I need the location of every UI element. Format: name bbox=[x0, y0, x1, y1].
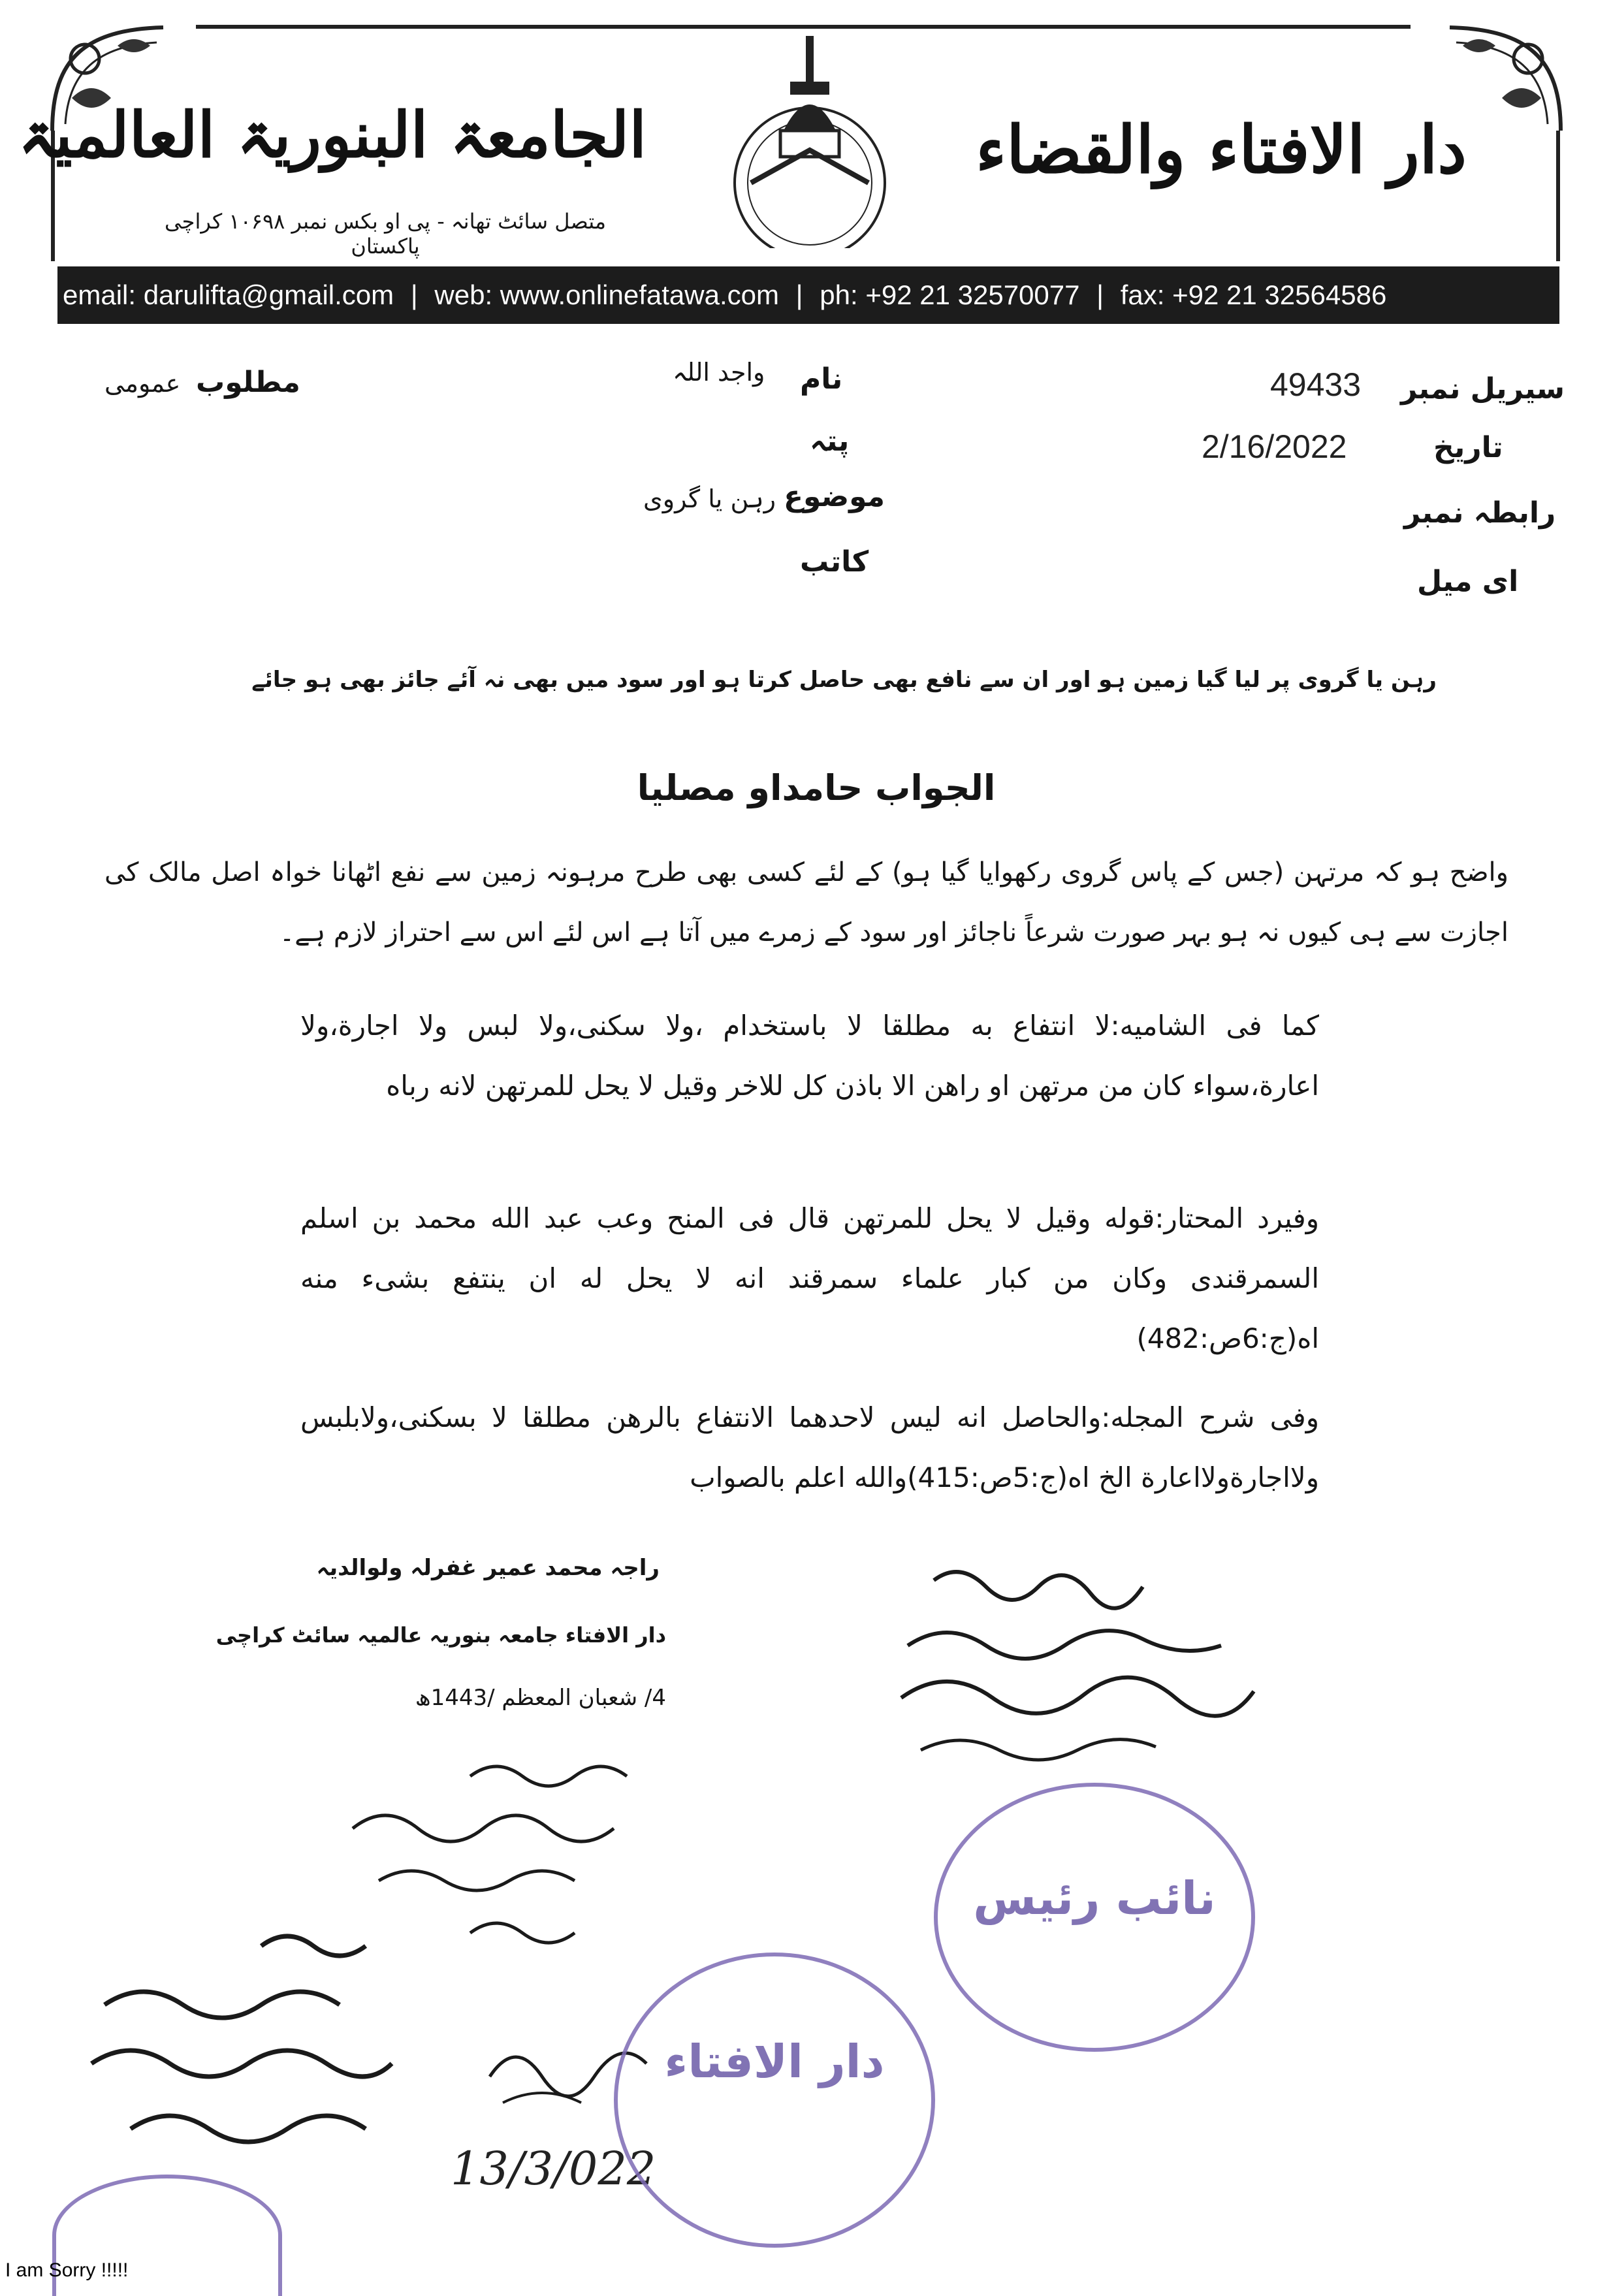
fax-text: fax: +92 21 32564586 bbox=[1120, 279, 1387, 310]
date-label: تاریخ bbox=[1433, 431, 1503, 464]
answer-paragraph: واضح ہو کہ مرتہن (جس کے پاس گروی رکھوایا گیا ہو) کے لئے کسی بھی طرح مرہونہ زمین سے نفع اٹھانا خواہ اصل مالک کی اجازت سے ہی کیوں نہ ہو بہر صورت شرعاً ناجائز اور سود کے زمرے میں آتا ہے اس لئے اس سے احتراز لازم ہے۔ bbox=[104, 857, 1508, 948]
subject-value: رہن یا گروی bbox=[643, 485, 776, 513]
web-text: web: www.onlinefatawa.com bbox=[434, 279, 779, 310]
fatwa-date: 4/ شعبان المعظم /1443ھ bbox=[415, 1685, 666, 1711]
name-value: واجد اللہ bbox=[673, 358, 765, 387]
institute-name: الجامعۃ البنوریۃ العالمیۃ bbox=[18, 98, 646, 172]
email-text: email: darulifta@gmail.com bbox=[63, 279, 394, 310]
contact-number-label: رابطہ نمبر bbox=[1404, 496, 1556, 530]
ornament-right-border bbox=[1556, 131, 1560, 261]
subject-label: موضوع bbox=[784, 480, 885, 513]
stamp-darul-ifta bbox=[614, 1953, 935, 2248]
writer-label: کاتب bbox=[800, 545, 869, 579]
question-text: رہن یا گروی پر لیا گیا زمین ہو اور ان سے نافع بھی حاصل کرتا ہو اور سود میں بھی نہ آئے جائز بھی ہو جائے bbox=[251, 667, 1437, 693]
contact-bar bbox=[57, 266, 1559, 324]
separator: | bbox=[1096, 279, 1104, 310]
footer-note: I am Sorry !!!!! bbox=[5, 2259, 129, 2281]
quote-sharh-majalla: وفی شرح المجله:والحاصل انه ليس لاحدهما الانتفاع بالرهن مطلقا لا بسكنى،ولابلبس ولااجارةولااعارة الخ اه(ج:5ص:415)والله اعلم بالصواب bbox=[300, 1401, 1319, 1493]
stamp-naib-rais-text: نائب رئیس bbox=[973, 1872, 1216, 1925]
mufti-department: دار الافتاء جامعہ بنوریہ عالمیہ سائٹ کراچی bbox=[215, 1623, 666, 1648]
handwritten-date: 13/3/022 bbox=[451, 2142, 656, 2195]
handwritten-endorsement-left bbox=[65, 1920, 431, 2168]
quote-shamiya: كما فی الشاميه:لا انتفاع به مطلقا لا باستخدام ،ولا سكنى،ولا لبس ولا اجارة،ولا اعارة،سواء كان من مرتهن او راهن الا باذن كل للاخر وقيل لا يحل للمرتهن لانه رباه bbox=[300, 1010, 1319, 1102]
institute-address: متصل سائٹ تھانہ - پی او بکس نمبر ۱۰۶۹۸ کراچی پاکستان bbox=[164, 209, 606, 259]
name-label: نام bbox=[800, 362, 843, 396]
quote-raddul-muhtar: وفيرد المحتار:قوله وقيل لا يحل للمرتهن قال فی المنح وعب عبد الله محمد بن اسلم السمرقندی وكان من كبار علماء سمرقند انه لا يحل له ان ينتفع بشیء منه اه(ج:6ص:482) bbox=[300, 1202, 1319, 1354]
serial-value: 49433 bbox=[1270, 366, 1362, 403]
stamp-naib-rais bbox=[934, 1783, 1255, 2052]
address-label: پتہ bbox=[810, 424, 850, 458]
phone-text: ph: +92 21 32570077 bbox=[820, 279, 1080, 310]
logo-emblem bbox=[712, 33, 908, 248]
ornament-top-border bbox=[196, 25, 1411, 29]
handwritten-endorsement-right bbox=[882, 1554, 1300, 1789]
required-value: عمومی bbox=[104, 369, 181, 398]
separator: | bbox=[795, 279, 803, 310]
department-name: دار الافتاء والقضاء bbox=[976, 111, 1467, 188]
stamp-darul-ifta-text: دار الافتاء bbox=[664, 2035, 885, 2088]
required-label: مطلوب bbox=[196, 366, 300, 399]
mufti-name: راجہ محمد عمیر غفرلہ ولوالدیہ bbox=[316, 1555, 660, 1581]
separator: | bbox=[410, 279, 418, 310]
answer-heading: الجواب حامداو مصلیا bbox=[637, 767, 996, 808]
email-label: ای میل bbox=[1417, 565, 1519, 598]
serial-label: سیریل نمبر bbox=[1401, 372, 1565, 406]
date-value: 2/16/2022 bbox=[1202, 428, 1347, 465]
